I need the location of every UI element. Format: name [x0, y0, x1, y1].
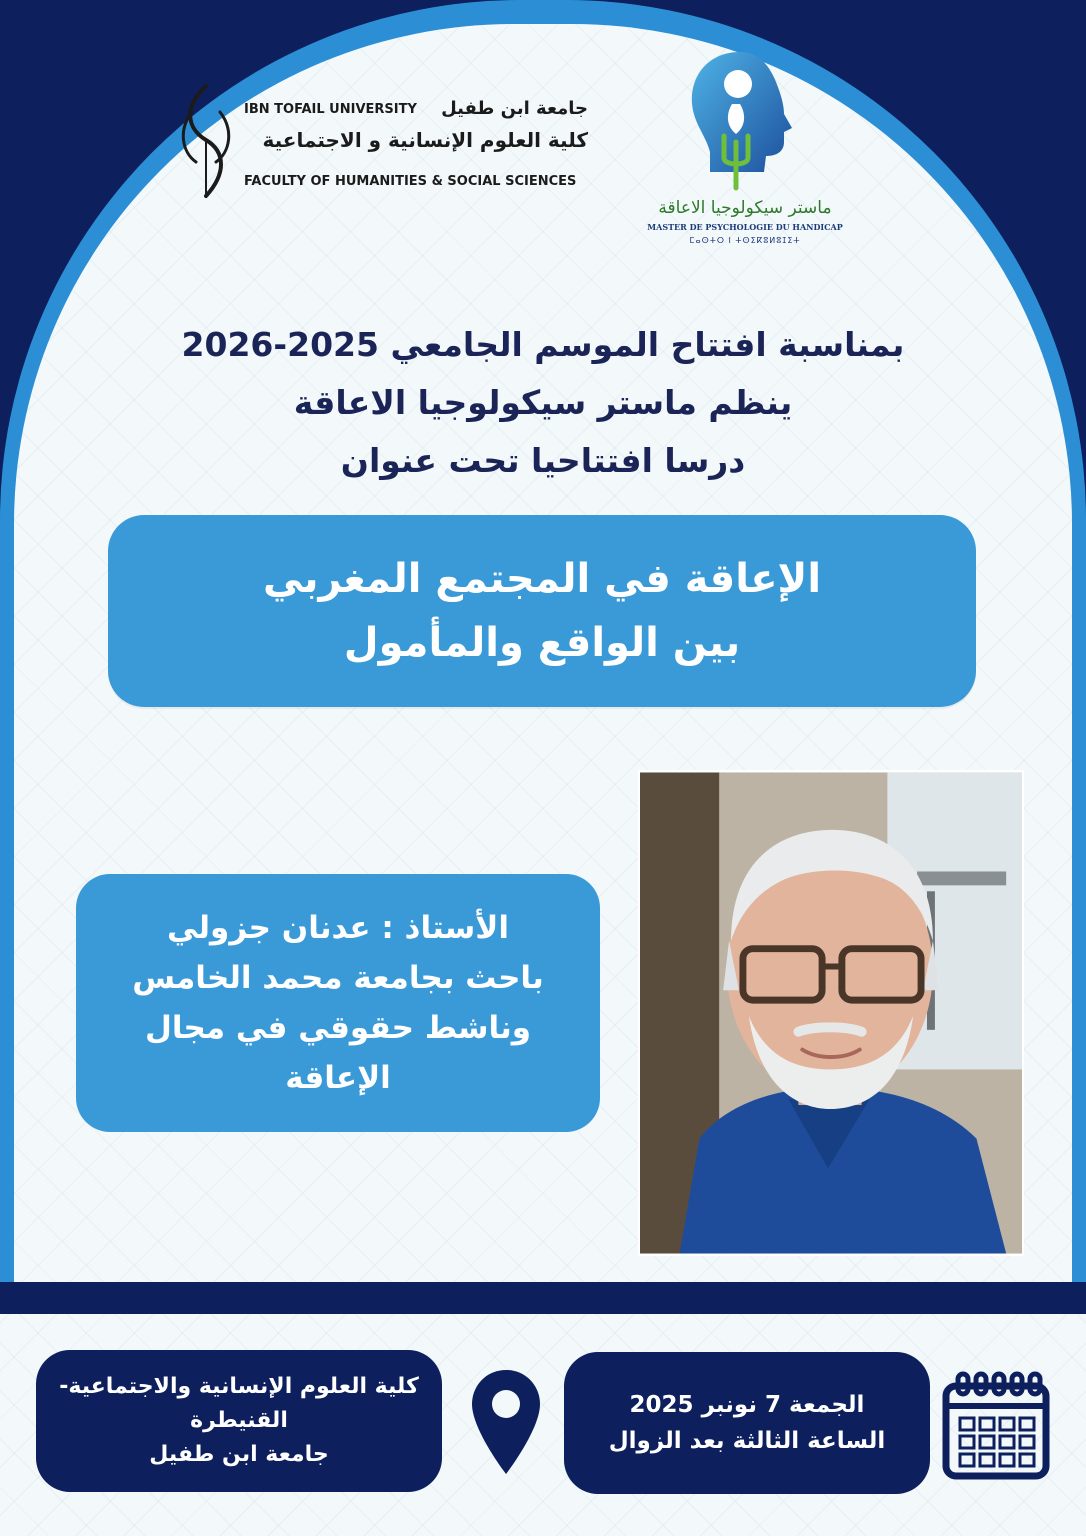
lecture-title-line-2: بين الواقع والمأمول — [343, 620, 741, 666]
university-name-en: IBN TOFAIL UNIVERSITY — [244, 102, 417, 117]
lecture-title-line-1: الإعاقة في المجتمع المغربي — [262, 556, 822, 602]
intro-line-3: درسا افتتاحيا تحت عنوان — [340, 441, 746, 480]
faculty-name-ar: كلية العلوم الإنسانية و الاجتماعية — [262, 128, 588, 152]
map-pin-icon — [468, 1366, 544, 1478]
university-name-ar: جامعة ابن طفيل — [441, 98, 588, 119]
speaker-photo — [638, 770, 1024, 1256]
date-time-box — [564, 1352, 930, 1494]
intro-text — [60, 316, 1026, 490]
location-line-3: جامعة ابن طفيل — [149, 1442, 329, 1467]
speaker-role-line-2: وناشط حقوقي في مجال — [144, 1010, 532, 1046]
location-box — [36, 1350, 442, 1492]
speaker-portrait — [640, 772, 1022, 1254]
speaker-info-box — [76, 874, 600, 1132]
faculty-name-en: FACULTY OF HUMANITIES & SOCIAL SCIENCES — [244, 174, 577, 189]
master-logo — [640, 48, 850, 253]
event-date: الجمعة 7 نونبر 2025 — [629, 1392, 865, 1418]
speaker-role-line-3: الإعاقة — [285, 1060, 391, 1096]
event-time: الساعة الثالثة بعد الزوال — [608, 1428, 886, 1454]
master-name-ar: ماستر سيكولوجيا الاعاقة — [658, 198, 832, 218]
intro-line-1: بمناسبة افتتاح الموسم الجامعي 2025-2026 — [181, 325, 905, 364]
location-line-2: القنيطرة — [190, 1408, 288, 1433]
calendar-icon — [940, 1370, 1052, 1482]
intro-line-2: ينظم ماستر سيكولوجيا الاعاقة — [293, 383, 793, 422]
university-logo — [176, 82, 596, 202]
university-emblem-icon — [176, 82, 236, 202]
speaker-role-line-1: باحث بجامعة محمد الخامس — [132, 960, 544, 996]
footer-divider — [0, 1282, 1086, 1314]
master-name-tifinagh: ⵎⴰⵙⵜⵔ ⵏ ⵜⵙⵉⴽⵓⵍⵓⵊⵉⵜ — [689, 236, 801, 245]
lecture-title-box — [108, 515, 976, 707]
head-profile-icon — [680, 48, 810, 198]
speaker-name: الأستاذ : عدنان جزولي — [167, 910, 509, 946]
location-line-1: كلية العلوم الإنسانية والاجتماعية- — [59, 1374, 419, 1399]
master-name-fr: MASTER DE PSYCHOLOGIE DU HANDICAP — [647, 222, 843, 232]
